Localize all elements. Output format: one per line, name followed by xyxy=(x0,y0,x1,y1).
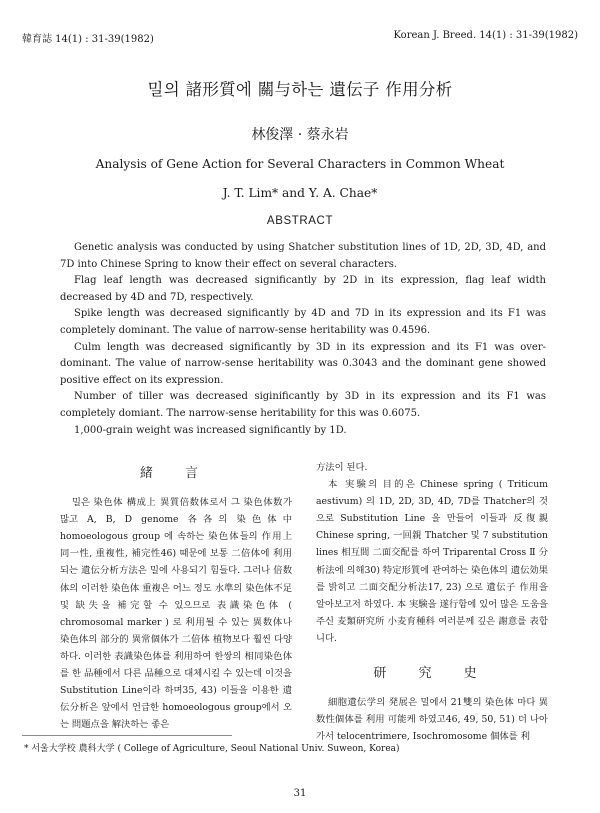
title-korean: 밀의 諸形質에 關与하는 遺伝子 作用分析 xyxy=(147,80,453,99)
left-column xyxy=(60,459,292,733)
title-english: Analysis of Gene Action for Several Characters in Common Wheat xyxy=(95,157,505,171)
footnote-divider xyxy=(22,735,232,736)
authors-korean: 林俊澤 · 蔡永岩 xyxy=(251,127,349,143)
abstract-paragraph: 1,000-grain weight was increased significantly by 1D. xyxy=(74,424,347,436)
abstract-paragraph: Number of tiller was decreased siginificantly by 3D in its expression and its F1 was completely domiant. The narrow-sense heritability for this was 0.6075. xyxy=(60,391,546,419)
authors-english: J. T. Lim* and Y. A. Chae* xyxy=(222,186,378,200)
abstract-paragraph: Culm length was decreased significantly by 3D in its expression and its F1 was over-dominant. The value of narrow-sense heritability was 0.3043 and the dominant gene showed positive effect on its expression. xyxy=(60,341,546,386)
body-paragraph: 本 実験의 目的은 Chinese spring ( Triticum aestivum) 의 1D, 2D, 3D, 4D, 7D를 Thatcher의 것으로 Substitution Line 을 만들어 이들과 反復親 Chinese spring, 一回親 Thatcher 및 7 substitution lines 相互間 二面交配를 하여 Triparental Cross Ⅱ 分析法에 의해30) 特定形質에 관여하는 染色体의 遺伝効果를 밝히고 二面交配分析法17, 23) 으로 遺伝子 作用을 알아보고저 하였다. 本 実験을 遂行함에 있어 많은 도움을 주신 麦類研究所 小麦育種科 여러분께 깊은 謝意를 表합니다. xyxy=(316,479,548,644)
abstract-heading: ABSTRACT xyxy=(266,215,334,227)
affiliation-footnote: * 서울大学校 農科大学 ( College of Agriculture, Seoul National Univ. Suweon, Korea) xyxy=(24,744,400,754)
abstract-paragraph: Flag leaf length was decreased significantly by 2D in its expression, flag leaf width decreased by 4D and 7D, respectively. xyxy=(60,275,546,303)
abstract-paragraph: Spike length was decreased significantly by 4D and 7D in its expression and its F1 was completely dominant. The value of narrow-sense heritability was 0.4596. xyxy=(60,308,546,336)
section-heading-introduction: 緒 言 xyxy=(139,466,213,481)
journal-header-en: Korean J. Breed. 14(1) : 31-39(1982) xyxy=(393,30,578,41)
body-paragraph: 밀은 染色体 構成上 異質倍数体로서 그 染色体数가 많고 A, B, D genome 各各의 染色体中 homoeologous group 에 속하는 染色体들의 作用上 同一性, 重複性, 補完性46) 때문에 보통 二倍体에 利用되는 遺伝分析方法은 밀에 사용되기 힘들다. 그러나 倍数体의 이러한 染色体 重複은 어느 정도 水準의 染色体不足 및 缺失을 補完할 수 있으므로 表識染色体 ( chromosomal marker ) 로 利用될 수 있는 異数体나 染色体의 部分的 異常個体가 二倍体 植物보다 훨씬 다양하다. 이러한 表識染色体를 利用하여 한쌍의 相同染色体를 한 品種에서 다른 品種으로 대체시킬 수 있는데 이것을 Substitution Line이라 하며35, 43) 이들을 이용한 遺伝分析은 앞에서 언급한 homoeologous group에서 오는 問題点을 解決하는 좋은 xyxy=(60,497,292,731)
body-paragraph: 細胞遺伝学의 発展은 밀에서 21雙의 染色体 마다 異数性個体를 利用 可能케 하였고46, 49, 50, 51) 더 나아가서 telocentrimere, Isochromosome 個体를 利 xyxy=(316,697,548,743)
section-heading-history: 研 究 史 xyxy=(373,666,491,682)
page-number: 31 xyxy=(293,788,307,799)
abstract-body xyxy=(60,240,546,439)
right-column xyxy=(316,459,548,745)
abstract-paragraph: Genetic analysis was conducted by using Shatcher substitution lines of 1D, 2D, 3D, 4D, and 7D into Chinese Spring to know their effect on several characters. xyxy=(60,242,546,270)
journal-header-ko: 韓育誌 14(1) : 31-39(1982) xyxy=(22,34,154,45)
body-paragraph: 方法이 된다. xyxy=(316,462,368,473)
